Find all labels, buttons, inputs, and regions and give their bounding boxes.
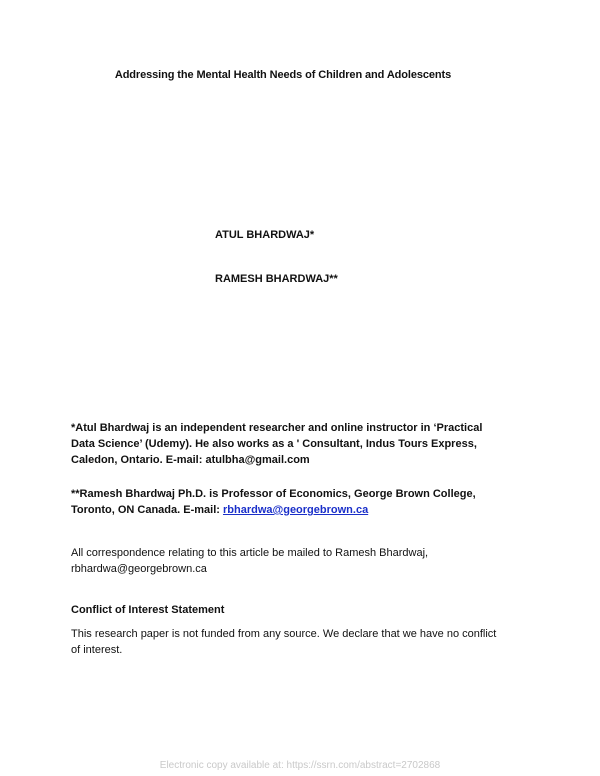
author-2-affiliation-note — [71, 486, 531, 518]
note-2-line-2-text: Toronto, ON Canada. E-mail: — [71, 504, 223, 516]
correspondence-paragraph — [71, 545, 531, 577]
author-1-affiliation-note — [71, 420, 531, 468]
author-name-2: RAMESH BHARDWAJ** — [215, 273, 338, 285]
coi-line-2: of interest. — [71, 644, 123, 656]
note-1-line-1: *Atul Bhardwaj is an independent researcher and online instructor in ‘Practical — [71, 422, 483, 434]
note-2-line-1: **Ramesh Bhardwaj Ph.D. is Professor of Economics, George Brown College, — [71, 488, 476, 500]
paper-title: Addressing the Mental Health Needs of Children and Adolescents — [114, 69, 452, 81]
note-1-line-2: Data Science’ (Udemy). He also works as a ' Consultant, Indus Tours Express, — [71, 438, 477, 450]
email-link[interactable]: rbhardwa@georgebrown.ca — [222, 504, 369, 516]
note-1-line-3: Caledon, Ontario. E-mail: atulbha@gmail.com — [71, 454, 310, 466]
coi-line-1: This research paper is not funded from any source. We declare that we have no conflict — [71, 628, 497, 640]
correspondence-line-2: rbhardwa@georgebrown.ca — [71, 563, 207, 575]
correspondence-line-1: All correspondence relating to this article be mailed to Ramesh Bhardwaj, — [71, 547, 429, 559]
author-name-1: ATUL BHARDWAJ* — [215, 229, 315, 241]
note-2-line-2 — [71, 502, 531, 518]
conflict-of-interest-heading: Conflict of Interest Statement — [71, 604, 225, 616]
electronic-copy-footer: Electronic copy available at: https://ssrn.com/abstract=2702868 — [159, 760, 441, 771]
conflict-of-interest-body — [71, 626, 531, 658]
